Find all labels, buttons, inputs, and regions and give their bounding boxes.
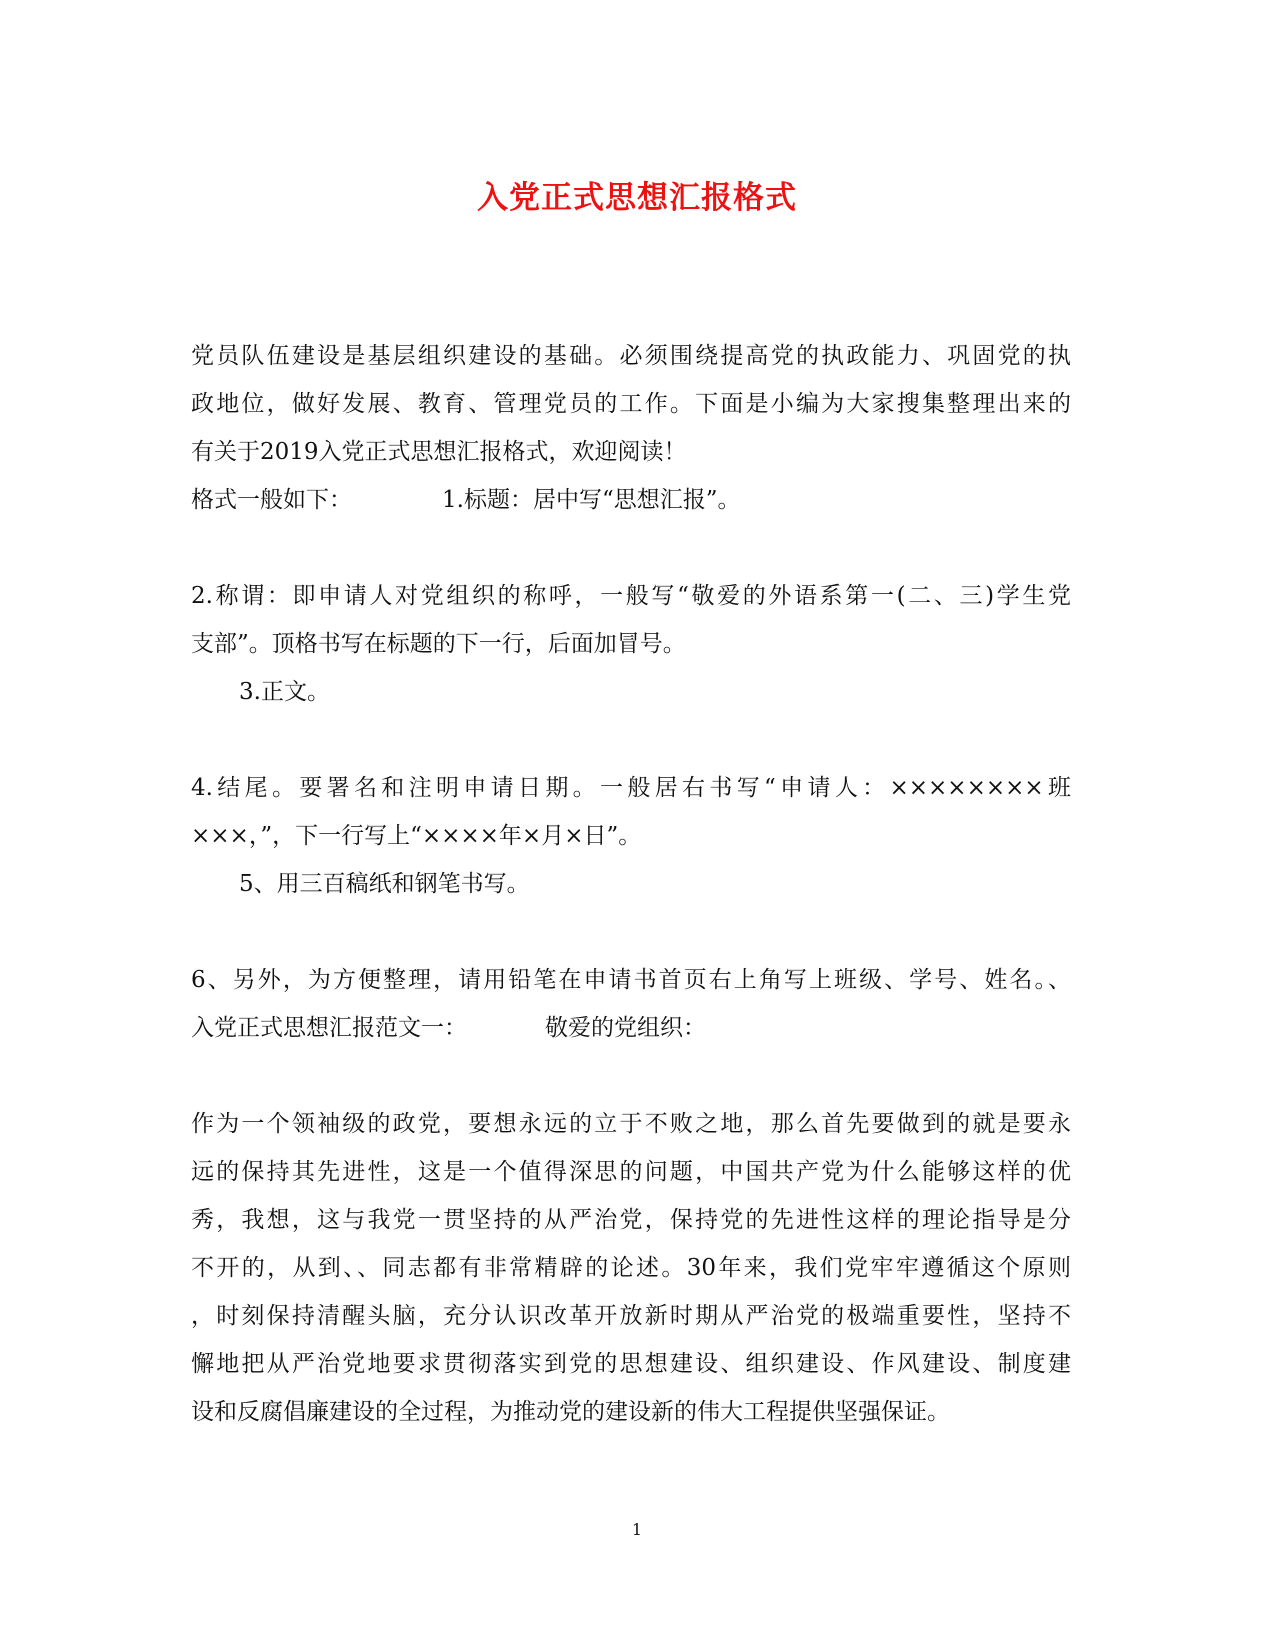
paragraph-line: 秀，我想，这与我党一贯坚持的从严治党，保持党的先进性这样的理论指导是分 [191, 1207, 1071, 1233]
paragraph-line: 远的保持其先进性，这是一个值得深思的问题，中国共产党为什么能够这样的优 [191, 1159, 1071, 1185]
paragraph-line: 有关于2019入党正式思想汇报格式，欢迎阅读！ [191, 439, 687, 465]
paragraph-line: 作为一个领袖级的政党，要想永远的立于不败之地，那么首先要做到的就是要永 [191, 1111, 1071, 1137]
paragraph-line: 设和反腐倡廉建设的全过程，为推动党的建设新的伟大工程提供坚强保证。 [191, 1399, 950, 1425]
paragraph-line: ，时刻保持清醒头脑，充分认识改革开放新时期从严治党的极端重要性，坚持不 [191, 1303, 1071, 1329]
document-body [191, 332, 1071, 1436]
sample-intro-line [191, 1004, 1071, 1052]
page-number: 1 [631, 1520, 643, 1539]
paragraph-line: 懈地把从严治党地要求贯彻落实到党的思想建设、组织建设、作风建设、制度建 [191, 1351, 1071, 1377]
paragraph-line: 不开的，从到、、同志都有非常精辟的论述。30年来，我们党牢牢遵循这个原则 [191, 1255, 1071, 1281]
paragraph-line: 支部”。顶格书写在标题的下一行，后面加冒号。 [191, 631, 686, 657]
format-intro-label: 格式一般如下： [191, 487, 352, 513]
sample-title: 入党正式思想汇报范文一： [191, 1015, 467, 1041]
format-item-writing: 5、用三百稿纸和钢笔书写。 [239, 871, 530, 897]
format-item-title: 1.标题：居中写“思想汇报”。 [442, 487, 741, 513]
format-intro-line [191, 476, 1071, 524]
paragraph-line: 政地位，做好发展、教育、管理党员的工作。下面是小编为大家搜集整理出来的 [191, 391, 1071, 417]
paragraph-line: 6、另外，为方便整理，请用铅笔在申请书首页右上角写上班级、学号、姓名。、 [191, 967, 1071, 993]
paragraph-line: ×××，”，下一行写上“××××年×月×日”。 [191, 823, 642, 849]
paragraph-line: 党员队伍建设是基层组织建设的基础。必须围绕提高党的执政能力、巩固党的执 [191, 343, 1071, 369]
format-item-body: 3.正文。 [239, 679, 330, 705]
paragraph-line: 4.结尾。要署名和注明申请日期。一般居右书写“申请人：××××××××班 [191, 775, 1071, 801]
page-title: 入党正式思想汇报格式 [477, 180, 797, 216]
salutation: 敬爱的党组织： [545, 1015, 706, 1041]
paragraph-line: 2.称谓：即申请人对党组织的称呼，一般写“敬爱的外语系第一(二、三)学生党 [191, 583, 1071, 609]
